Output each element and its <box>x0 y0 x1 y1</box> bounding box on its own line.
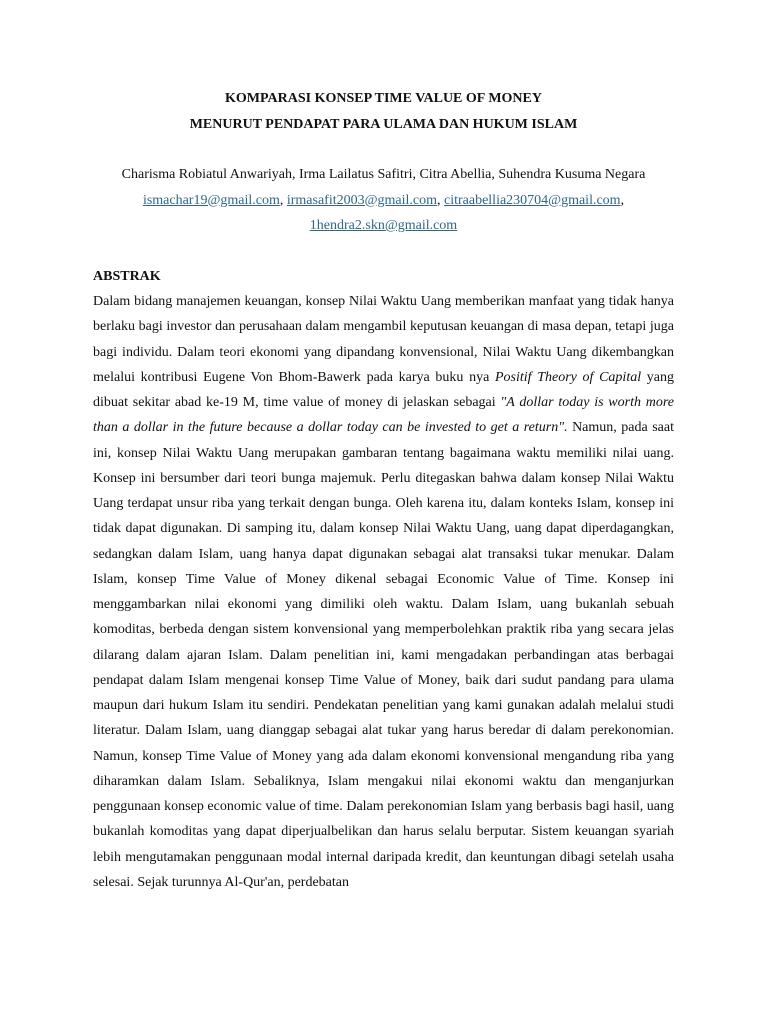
book-title: Positif Theory of Capital <box>494 369 642 385</box>
abstract-text-1: Dalam bidang manajemen keuangan, konsep Nilai Waktu Uang memberikan manfaat yang tidak hanya berlaku bagi investor dan perusahaan dalam mengambil keputusan keuangan di masa depan, tetapi juga bagi individu. Dalam teori ekonomi yang dipandang konvensional, Nilai Waktu Uang dikembangkan melalui kontribusi Eugene Von Bhom-Bawerk pada karya buku nya <box>93 294 674 385</box>
author-list: Charisma Robiatul Anwariyah, Irma Lailatus Safitri, Citra Abellia, Suhendra Kusuma Negara <box>121 167 646 182</box>
title-line-1: KOMPARASI KONSEP TIME VALUE OF MONEY <box>225 91 542 106</box>
paper-title <box>93 86 674 137</box>
email-link-3[interactable]: citraabellia230704@gmail.com <box>444 192 621 208</box>
author-emails: ismachar19@gmail.com, irmasafit2003@gmail.com, citraabellia230704@gmail.com, 1hendra2.skn@gmail.com <box>142 192 625 233</box>
abstract-text-2: yang dibuat sekitar abad ke-19 M, time value of money di jelaskan sebagai <box>93 369 674 410</box>
email-link-1[interactable]: ismachar19@gmail.com <box>142 192 280 208</box>
abstract-heading: ABSTRAK <box>93 268 161 284</box>
title-line-2: MENURUT PENDAPAT PARA ULAMA DAN HUKUM ISLAM <box>189 116 578 132</box>
email-link-4[interactable]: 1hendra2.skn@gmail.com <box>309 218 458 233</box>
abstract-body <box>93 289 674 895</box>
abstract-text-3: Namun, pada saat ini, konsep Nilai Waktu Uang merupakan gambaran tentang bagaimana waktu memiliki nilai uang. Konsep ini bersumber dari teori bunga majemuk. Perlu ditegaskan bahwa dalam konsep Nilai Waktu Uang terdapat unsur riba yang terkait dengan bunga. Oleh karena itu, dalam konteks Islam, konsep ini tidak dapat digunakan. Di samping itu, dalam konsep Nilai Waktu Uang, uang dapat diperdagangkan, sedangkan dalam Islam, uang hanya dapat digunakan sebagai alat transaksi tukar menukar. Dalam Islam, konsep Time Value of Money dikenal sebagai Economic Value of Time. Konsep ini menggambarkan nilai ekonomi yang dimiliki oleh waktu. Dalam Islam, uang bukanlah sebuah komoditas, berbeda dengan sistem konvensional yang memperbolehkan praktik riba yang secara jelas dilarang dalam ajaran Islam. Dalam penelitian ini, kami mengadakan perbandingan atas berbagai pendapat dalam Islam mengenai konsep Time Value of Money, baik dari sudut pandang para ulama maupun dari hukum Islam itu sendiri. Pendekatan penelitian yang kami gunakan adalah melalui studi literatur. Dalam Islam, uang dianggap sebagai alat tukar yang harus beredar di dalam perekonomian. Namun, konsep Time Value of Money yang ada dalam ekonomi konvensional mengandung riba yang diharamkan dalam Islam. Sebaliknya, Islam mengakui nilai ekonomi waktu dan menganjurkan penggunaan konsep economic value of time. Dalam perekonomian Islam yang berbasis bagi hasil, uang bukanlah komoditas yang dapat diperjualbelikan dan harus selalu berputar. Sistem keuangan syariah lebih mengutamakan penggunaan modal internal daripada kredit, dan keuntungan dibagi setelah usaha selesai. Sejak turunnya Al-Qur'an, perdebatan <box>93 420 674 890</box>
quote-text: "A dollar today is worth more than a dollar in the future because a dollar today can be invested to get a return". <box>93 395 674 436</box>
email-link-2[interactable]: irmasafit2003@gmail.com <box>286 192 437 208</box>
